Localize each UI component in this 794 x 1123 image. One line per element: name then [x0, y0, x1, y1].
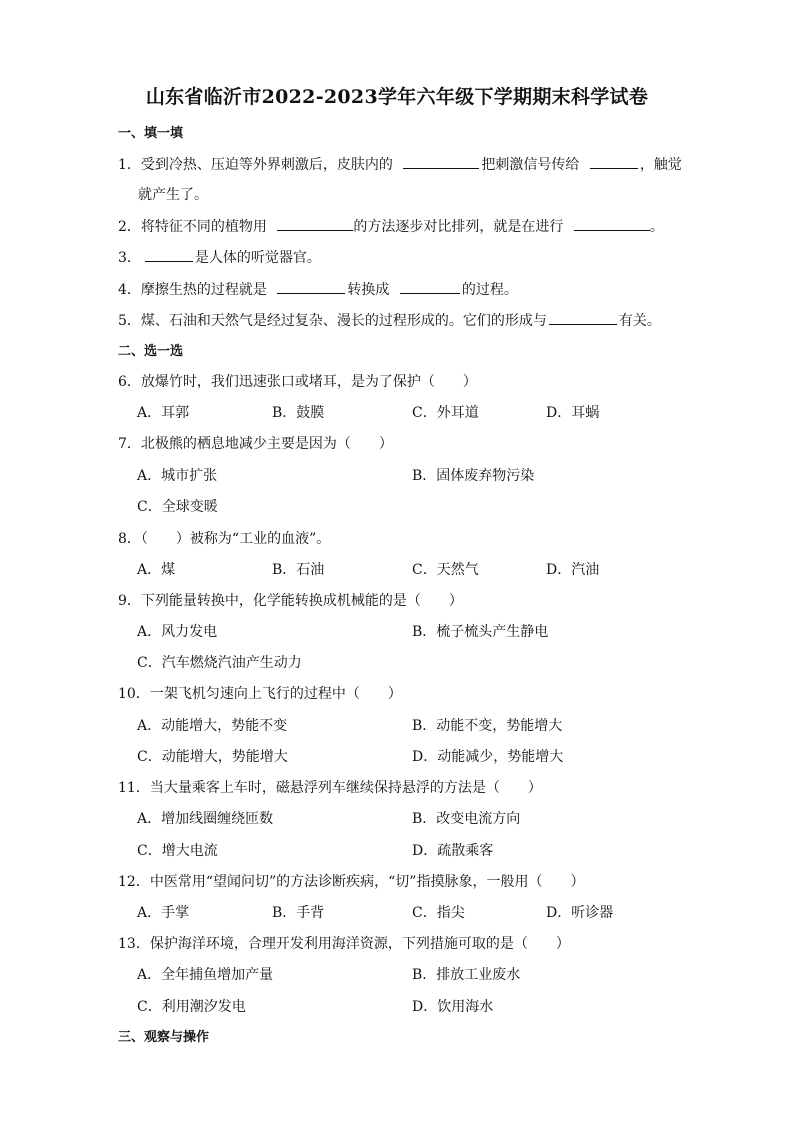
option-d[interactable]: D．听诊器 — [546, 905, 614, 921]
answer-blank[interactable] — [277, 216, 353, 231]
option-d[interactable]: D．饮用海水 — [412, 999, 494, 1015]
question-5 — [118, 310, 661, 331]
question-12: 12．中医常用“望闻问切”的方法诊断疾病，“切”指摸脉象，一般用（ ） — [118, 874, 585, 890]
question-text: 的方法逐步对比排列，就是在进行 — [353, 219, 564, 235]
answer-blank[interactable] — [574, 216, 650, 231]
question-text: 有关。 — [618, 313, 661, 329]
option-c[interactable]: C．汽车燃烧汽油产生动力 — [137, 655, 302, 671]
option-a[interactable]: A．全年捕鱼增加产量 — [137, 967, 274, 983]
option-c[interactable]: C．全球变暖 — [137, 499, 218, 515]
question-9: 9．下列能量转换中，化学能转换成机械能的是（ ） — [118, 593, 463, 609]
option-a[interactable]: A．煤 — [137, 562, 176, 578]
option-d[interactable]: D．疏散乘客 — [412, 843, 494, 859]
option-a[interactable]: A．手掌 — [137, 905, 190, 921]
question-8: 8．（ ）被称为“工业的血液”。 — [118, 531, 331, 547]
question-10: 10．一架飞机匀速向上飞行的过程中（ ） — [118, 686, 402, 702]
question-1-continued: 就产生了。 — [138, 187, 208, 203]
option-d[interactable]: D．耳蜗 — [546, 405, 600, 421]
question-text: 是人体的听觉器官。 — [194, 250, 321, 266]
option-b[interactable]: B．排放工业废水 — [412, 967, 521, 983]
option-b[interactable]: B．梳子梳头产生静电 — [412, 624, 549, 640]
question-7: 7．北极熊的栖息地减少主要是因为（ ） — [118, 436, 393, 452]
answer-blank[interactable] — [549, 310, 617, 325]
answer-blank[interactable] — [403, 154, 479, 169]
page-title: 山东省临沂市2022-2023学年六年级下学期期末科学试卷 — [145, 86, 649, 108]
option-a[interactable]: A．耳郭 — [137, 405, 190, 421]
question-4 — [118, 279, 518, 300]
option-b[interactable]: B．鼓膜 — [272, 405, 325, 421]
question-2 — [118, 216, 664, 237]
option-b[interactable]: B．改变电流方向 — [412, 811, 521, 827]
question-text: 转换成 — [347, 282, 390, 298]
option-d[interactable]: D．动能减少，势能增大 — [412, 749, 564, 765]
option-a[interactable]: A．动能增大，势能不变 — [137, 718, 288, 734]
option-b[interactable]: B．动能不变，势能增大 — [412, 718, 563, 734]
option-a[interactable]: A．风力发电 — [137, 624, 218, 640]
option-c[interactable]: C．天然气 — [412, 562, 479, 578]
question-text: 的过程。 — [461, 282, 518, 298]
answer-blank[interactable] — [145, 247, 193, 262]
section-heading-fill: 一、填一填 — [118, 126, 184, 141]
option-c[interactable]: C．指尖 — [412, 905, 465, 921]
question-13: 13．保护海洋环境，合理开发利用海洋资源，下列措施可取的是（ ） — [118, 936, 570, 952]
answer-blank[interactable] — [400, 279, 460, 294]
section-heading-observe: 三、观察与操作 — [118, 1030, 210, 1045]
option-c[interactable]: C．增大电流 — [137, 843, 218, 859]
question-6: 6．放爆竹时，我们迅速张口或堵耳，是为了保护（ ） — [118, 374, 477, 390]
section-heading-choice: 二、选一选 — [118, 344, 184, 359]
question-text: ，触觉 — [639, 157, 682, 173]
option-b[interactable]: B．手背 — [272, 905, 325, 921]
option-c[interactable]: C．动能增大，势能增大 — [137, 749, 288, 765]
question-11: 11．当大量乘客上车时，磁悬浮列车继续保持悬浮的方法是（ ） — [118, 780, 542, 796]
option-c[interactable]: C．外耳道 — [412, 405, 479, 421]
answer-blank[interactable] — [590, 154, 638, 169]
option-a[interactable]: A．增加线圈缠绕匝数 — [137, 811, 274, 827]
question-text: 。 — [649, 219, 664, 235]
question-text: 5．煤、石油和天然气是经过复杂、漫长的过程形成的。它们的形成与 — [118, 313, 547, 329]
answer-blank[interactable] — [277, 279, 345, 294]
question-text: 4．摩擦生热的过程就是 — [118, 282, 267, 298]
option-b[interactable]: B．固体废弃物污染 — [412, 468, 535, 484]
option-c[interactable]: C．利用潮汐发电 — [137, 999, 246, 1015]
question-text: 2．将特征不同的植物用 — [118, 219, 267, 235]
question-3 — [118, 247, 321, 268]
question-text: 3． — [118, 250, 141, 266]
question-text: 1．受到冷热、压迫等外界刺激后，皮肤内的 — [118, 157, 393, 173]
question-1 — [118, 154, 682, 175]
option-d[interactable]: D．汽油 — [546, 562, 600, 578]
option-b[interactable]: B．石油 — [272, 562, 325, 578]
option-a[interactable]: A．城市扩张 — [137, 468, 218, 484]
question-text: 把刺激信号传给 — [481, 157, 580, 173]
